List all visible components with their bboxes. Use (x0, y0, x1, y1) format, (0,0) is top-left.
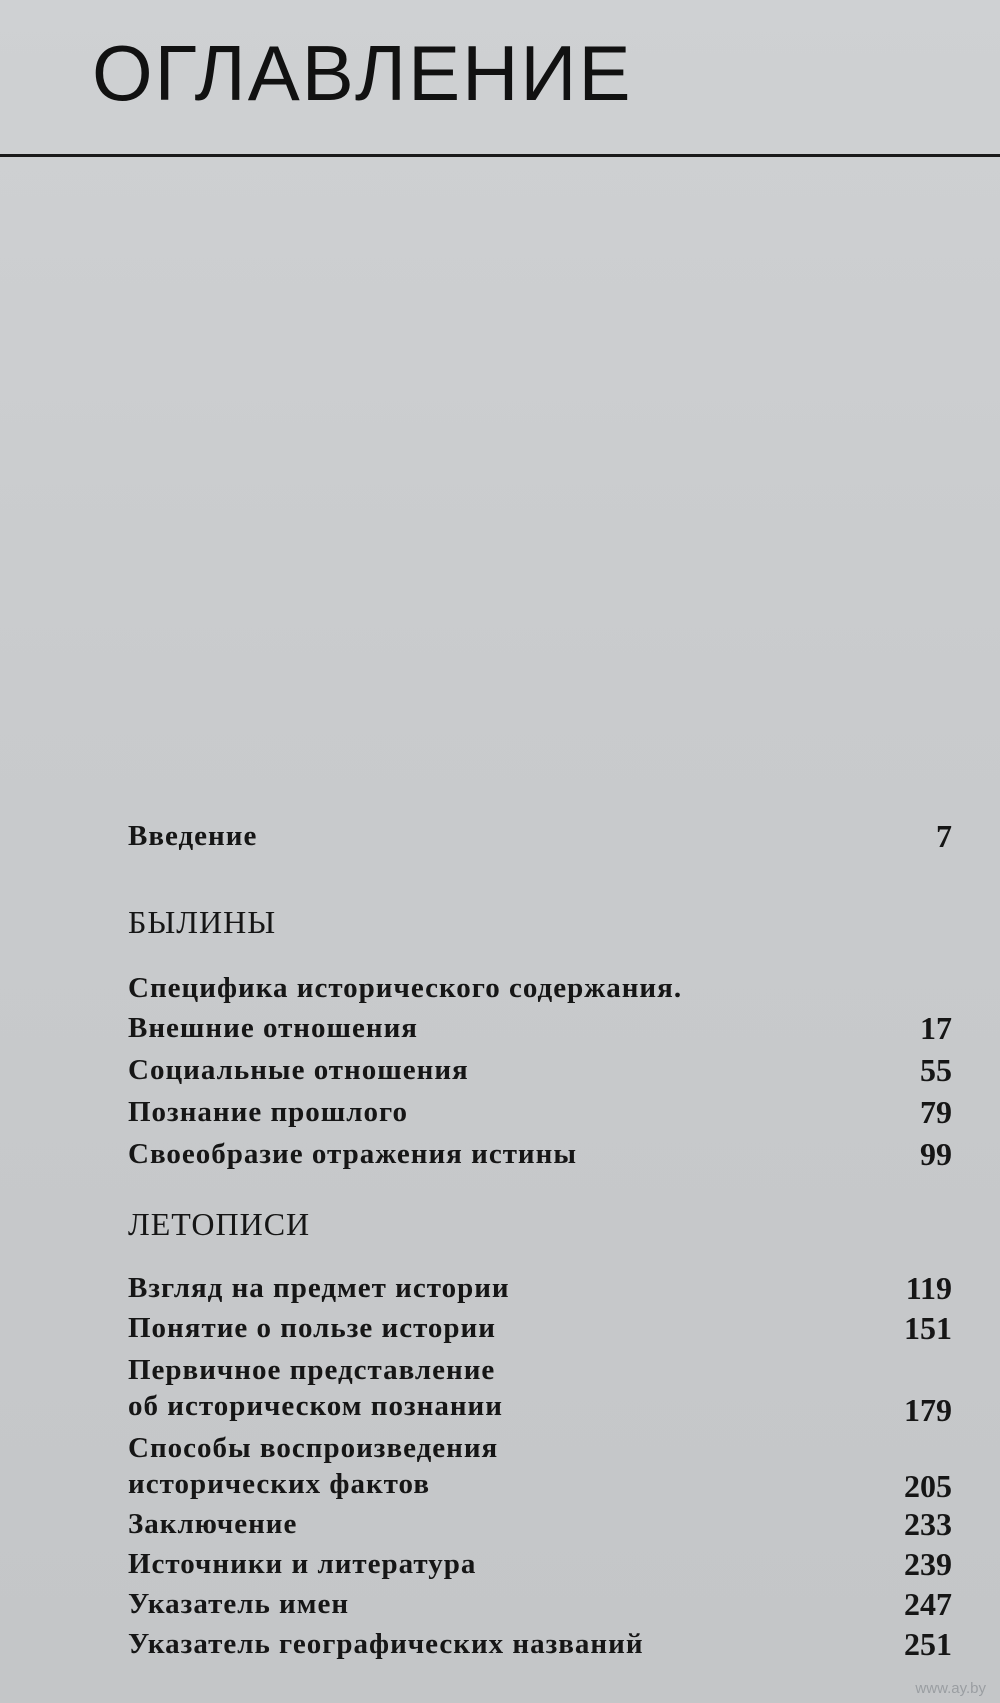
toc-entry-label: Понятие о пользе истории (128, 1312, 496, 1344)
toc-entry-label: Первичное представление (128, 1354, 496, 1386)
toc-entry-page: 17 (920, 1010, 952, 1046)
toc-entry-page: 79 (920, 1094, 952, 1130)
toc-entry-label: Способы воспроизведения (128, 1432, 499, 1464)
toc-entry-page: 251 (904, 1626, 952, 1662)
toc-entry-label: Указатель имен (128, 1588, 350, 1620)
watermark: www.ay.by (915, 1680, 986, 1697)
toc-entry-label: Взгляд на предмет истории (128, 1272, 510, 1304)
toc-entry-page: 151 (904, 1310, 952, 1346)
toc-entry-page: 55 (920, 1052, 952, 1088)
toc-entry-label: исторических фактов (128, 1468, 430, 1500)
toc-entry-page: 179 (904, 1392, 952, 1428)
page-title: ОГЛАВЛЕНИЕ (92, 29, 633, 117)
toc-entry-label: Социальные отношения (128, 1054, 469, 1086)
toc-entry-page: 7 (936, 818, 952, 854)
toc-entry-label: об историческом познании (128, 1390, 503, 1422)
toc-subheading: Специфика исторического содержания. (128, 972, 683, 1004)
toc-entry-page: 119 (905, 1270, 952, 1306)
toc-entry-label: Заключение (128, 1508, 298, 1540)
toc-entry-label: Своеобразие отражения истины (128, 1138, 577, 1170)
section-heading: ЛЕТОПИСИ (128, 1206, 311, 1242)
section-heading: БЫЛИНЫ (128, 904, 277, 940)
toc-entry-label: Познание прошлого (128, 1096, 408, 1128)
toc-entry-page: 247 (904, 1586, 952, 1622)
toc-entry-label: Источники и литература (128, 1548, 477, 1580)
toc-entry-label: Введение (128, 820, 258, 852)
toc-entry-page: 233 (904, 1506, 952, 1542)
toc-entry-page: 205 (904, 1468, 952, 1504)
toc-entry-label: Указатель географических названий (128, 1628, 644, 1660)
toc-entry-page: 99 (920, 1136, 952, 1172)
toc-entry-label: Внешние отношения (128, 1012, 418, 1044)
toc-entry-page: 239 (904, 1546, 952, 1582)
